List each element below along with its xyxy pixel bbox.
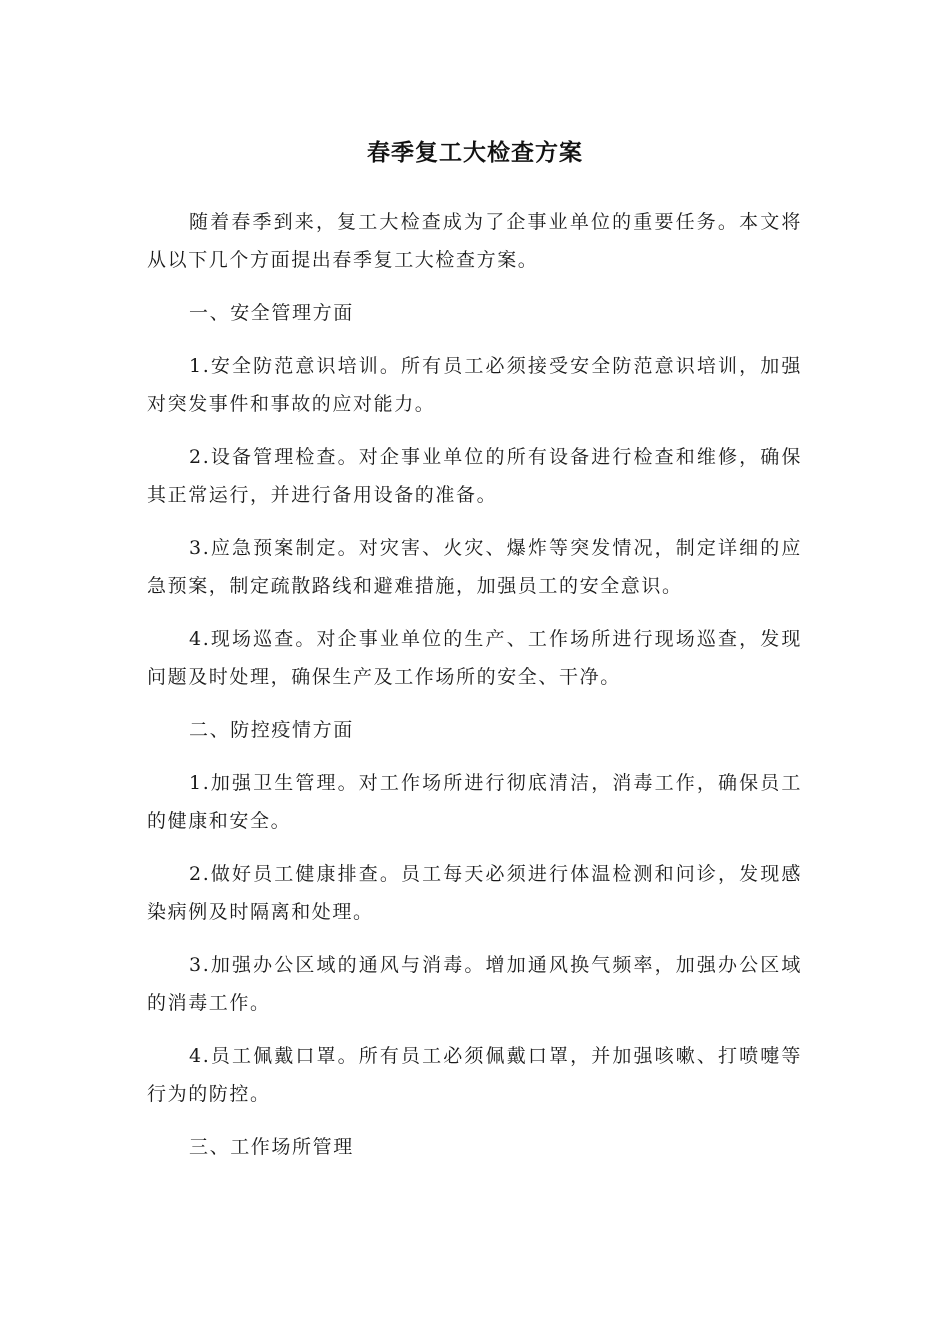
- section-heading-epidemic: 二、防控疫情方面: [189, 719, 354, 741]
- document-body: [147, 203, 802, 1181]
- document-title: 春季复工大检查方案: [367, 140, 583, 166]
- intro-paragraph: 随着春季到来，复工大检查成为了企事业单位的重要任务。本文将从以下几个方面提出春季复工大检查方案。: [147, 211, 802, 271]
- epidemic-item-1: 1.加强卫生管理。对工作场所进行彻底清洁，消毒工作，确保员工的健康和安全。: [147, 772, 802, 832]
- safety-item-2: 2.设备管理检查。对企事业单位的所有设备进行检查和维修，确保其正常运行，并进行备用设备的准备。: [147, 446, 802, 506]
- epidemic-item-2: 2.做好员工健康排查。员工每天必须进行体温检测和问诊，发现感染病例及时隔离和处理。: [147, 863, 802, 923]
- section-heading-workplace: 三、工作场所管理: [189, 1136, 354, 1158]
- epidemic-item-3: 3.加强办公区域的通风与消毒。增加通风换气频率，加强办公区域的消毒工作。: [147, 954, 802, 1014]
- safety-item-4: 4.现场巡查。对企事业单位的生产、工作场所进行现场巡查，发现问题及时处理，确保生产及工作场所的安全、干净。: [147, 628, 802, 688]
- safety-item-3: 3.应急预案制定。对灾害、火灾、爆炸等突发情况，制定详细的应急预案，制定疏散路线和避难措施，加强员工的安全意识。: [147, 537, 802, 597]
- epidemic-item-4: 4.员工佩戴口罩。所有员工必须佩戴口罩，并加强咳嗽、打喷嚏等行为的防控。: [147, 1045, 802, 1105]
- safety-item-1: 1.安全防范意识培训。所有员工必须接受安全防范意识培训，加强对突发事件和事故的应对能力。: [147, 355, 802, 415]
- section-heading-safety: 一、安全管理方面: [189, 302, 354, 324]
